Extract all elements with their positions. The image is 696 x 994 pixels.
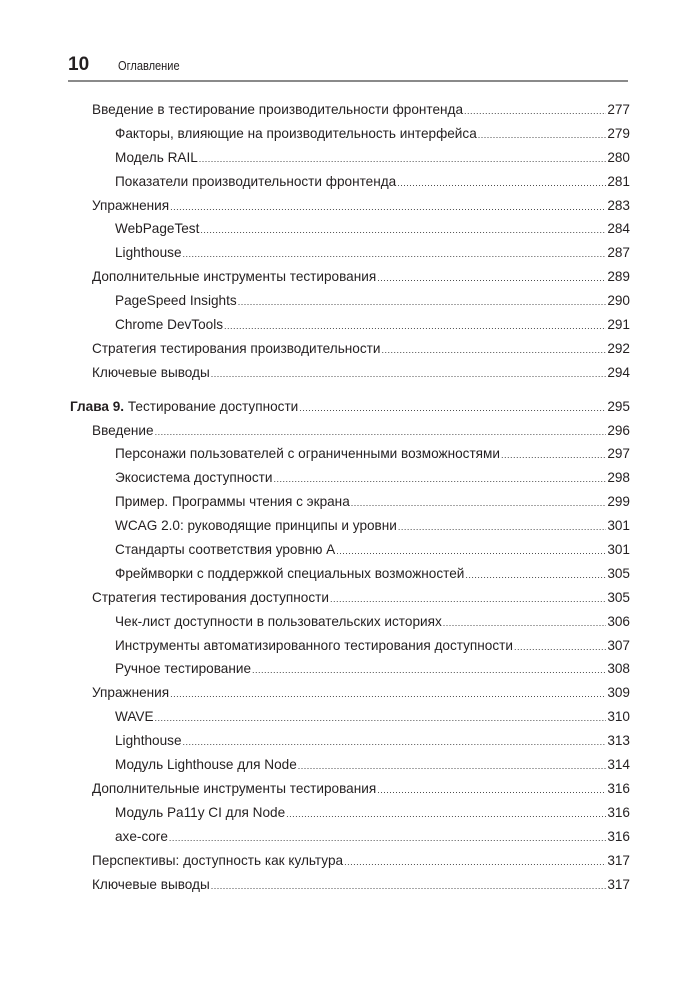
toc-entry-title: Перспективы: доступность как культура [92,852,344,868]
dot-leader [299,403,606,413]
toc-entry-title: Стратегия тестирования производительности [92,340,381,356]
toc-entry-title: Модуль Pa11y CI для Node [115,804,286,820]
toc-entry-page: 316 [607,804,630,820]
toc-entry-page: 291 [607,317,630,333]
toc-entry-page: 295 [607,398,630,414]
toc-entry-page: 298 [607,470,630,486]
table-of-contents [70,102,630,900]
toc-entry-title: Дополнительные инструменты тестирования [92,269,377,285]
toc-entry-title: Упражнения [92,685,170,701]
toc-entry-page: 306 [607,613,630,629]
toc-entry-title: Модуль Lighthouse для Node [115,757,297,773]
toc-entry-title: Ручное тестирование [115,661,252,677]
toc-entry-page: 297 [607,446,630,462]
toc-entry-title: Стандарты соответствия уровню A [115,542,336,558]
dot-leader [351,498,607,508]
toc-entry[interactable] [70,781,630,805]
toc-entry-title: Ключевые выводы [92,364,210,380]
toc-entry-page: 279 [607,125,630,141]
toc-entry-title: Чек-лист доступности в пользовательских историях [115,613,442,629]
toc-entry-page: 316 [607,828,630,844]
toc-entry[interactable] [70,542,630,566]
dot-leader [478,130,607,140]
toc-entry-page: 310 [607,709,630,725]
dot-leader [514,642,606,652]
toc-entry-page: 281 [607,173,630,189]
toc-entry-page: 309 [607,685,630,701]
toc-entry-page: 317 [607,876,630,892]
toc-entry-title: Lighthouse [115,245,182,261]
toc-entry-page: 287 [607,245,630,261]
dot-leader [252,665,606,675]
toc-entry-title: Chrome DevTools [115,317,224,333]
toc-entry-title: Ключевые выводы [92,876,210,892]
dot-leader [381,345,606,355]
toc-entry[interactable] [70,245,630,269]
toc-entry[interactable] [70,494,630,518]
dot-leader [170,202,606,212]
toc-entry-page: 301 [607,542,630,558]
dot-leader [377,273,606,283]
toc-entry-page: 277 [607,102,630,117]
toc-entry-page: 289 [607,269,630,285]
toc-entry-title: Фреймворки с поддержкой специальных возможностей [115,565,465,581]
toc-chapter-entry[interactable] [70,399,630,423]
toc-entry-page: 305 [607,565,630,581]
toc-entry-page: 283 [607,197,630,213]
toc-entry-title: Инструменты автоматизированного тестирования доступности [115,637,513,653]
toc-entry[interactable] [70,661,630,685]
toc-entry[interactable] [70,317,630,341]
dot-leader [273,474,606,484]
toc-entry[interactable] [70,423,630,447]
page-header [68,52,628,82]
toc-entry-page: 290 [607,293,630,309]
toc-entry[interactable] [70,638,630,662]
toc-entry-title: WCAG 2.0: руководящие принципы и уровни [115,518,397,534]
dot-leader [183,249,607,259]
dot-leader [155,713,607,723]
toc-entry[interactable] [70,757,630,781]
dot-leader [199,154,607,164]
toc-entry[interactable] [70,293,630,317]
dot-leader [501,450,606,460]
toc-entry-title: Факторы, влияющие на производительность интерфейса [115,125,477,141]
toc-entry[interactable] [70,685,630,709]
toc-entry-title: Введение в тестирование производительности фронтенда [92,102,464,117]
toc-entry-title: Введение [92,422,154,438]
toc-entry[interactable] [70,174,630,198]
toc-entry-page: 301 [607,518,630,534]
toc-entry[interactable] [70,733,630,757]
dot-leader [183,737,607,747]
toc-entry-page: 307 [607,637,630,653]
toc-entry-page: 280 [607,149,630,165]
toc-entry[interactable] [70,269,630,293]
toc-entry-title: Lighthouse [115,733,182,749]
dot-leader [200,225,606,235]
toc-entry-title: Показатели производительности фронтенда [115,173,397,189]
toc-entry-page: 314 [607,757,630,773]
dot-leader [286,809,606,819]
toc-entry[interactable] [70,198,630,222]
toc-entry[interactable] [70,518,630,542]
toc-entry[interactable] [70,126,630,150]
toc-entry-title: Упражнения [92,197,170,213]
toc-entry-page: 305 [607,589,630,605]
dot-leader [169,833,606,843]
toc-entry-title: WebPageTest [115,221,200,237]
toc-entry-page: 313 [607,733,630,749]
toc-entry[interactable] [70,150,630,174]
dot-leader [398,522,606,532]
toc-entry[interactable] [70,709,630,733]
dot-leader [377,785,606,795]
toc-entry[interactable] [70,446,630,470]
toc-entry-title: WAVE [115,709,154,725]
dot-leader [465,570,606,580]
dot-leader [330,594,606,604]
toc-entry[interactable] [70,566,630,590]
toc-entry[interactable] [70,365,630,389]
toc-entry-page: 294 [607,364,630,380]
toc-entry-page: 299 [607,494,630,510]
chapter-label: Глава 9. [70,398,125,414]
toc-entry-title [70,399,298,414]
dot-leader [298,761,607,771]
toc-entry-page: 284 [607,221,630,237]
toc-entry-title: axe-core [115,828,168,844]
toc-entry[interactable] [70,805,630,829]
toc-entry[interactable] [70,470,630,494]
toc-entry[interactable] [70,829,630,853]
toc-entry-page: 296 [607,422,630,438]
toc-entry-title: Стратегия тестирования доступности [92,589,329,605]
toc-entry[interactable] [70,341,630,365]
toc-entry[interactable] [70,614,630,638]
dot-leader [170,689,606,699]
toc-entry-title: Дополнительные инструменты тестирования [92,780,377,796]
toc-entry[interactable] [70,877,630,901]
toc-entry-page: 308 [607,661,630,677]
dot-leader [224,321,606,331]
dot-leader [211,369,607,379]
dot-leader [443,618,607,628]
dot-leader [397,178,606,188]
page-number: 10 [68,54,90,75]
toc-entry[interactable] [70,853,630,877]
toc-entry-title: PageSpeed Insights [115,293,237,309]
toc-entry-page: 317 [607,852,630,868]
toc-entry-title: Модель RAIL [115,149,198,165]
dot-leader [464,106,606,116]
toc-entry-title: Экосистема доступности [115,470,273,486]
toc-entry-title: Персонажи пользователей с ограниченными возможностями [115,446,500,462]
chapter-title: Тестирование доступности [127,398,299,414]
toc-entry-page: 292 [607,340,630,356]
dot-leader [155,427,607,437]
toc-entry-title: Пример. Программы чтения с экрана [115,494,350,510]
dot-leader [211,881,607,891]
toc-section-accessibility [70,423,630,901]
dot-leader [336,546,606,556]
toc-entry[interactable] [70,590,630,614]
running-title: Оглавление [118,58,180,73]
toc-entry-page: 316 [607,780,630,796]
toc-entry[interactable] [70,102,630,126]
dot-leader [344,857,606,867]
dot-leader [238,297,607,307]
toc-section-performance [70,102,630,389]
toc-entry[interactable] [70,221,630,245]
